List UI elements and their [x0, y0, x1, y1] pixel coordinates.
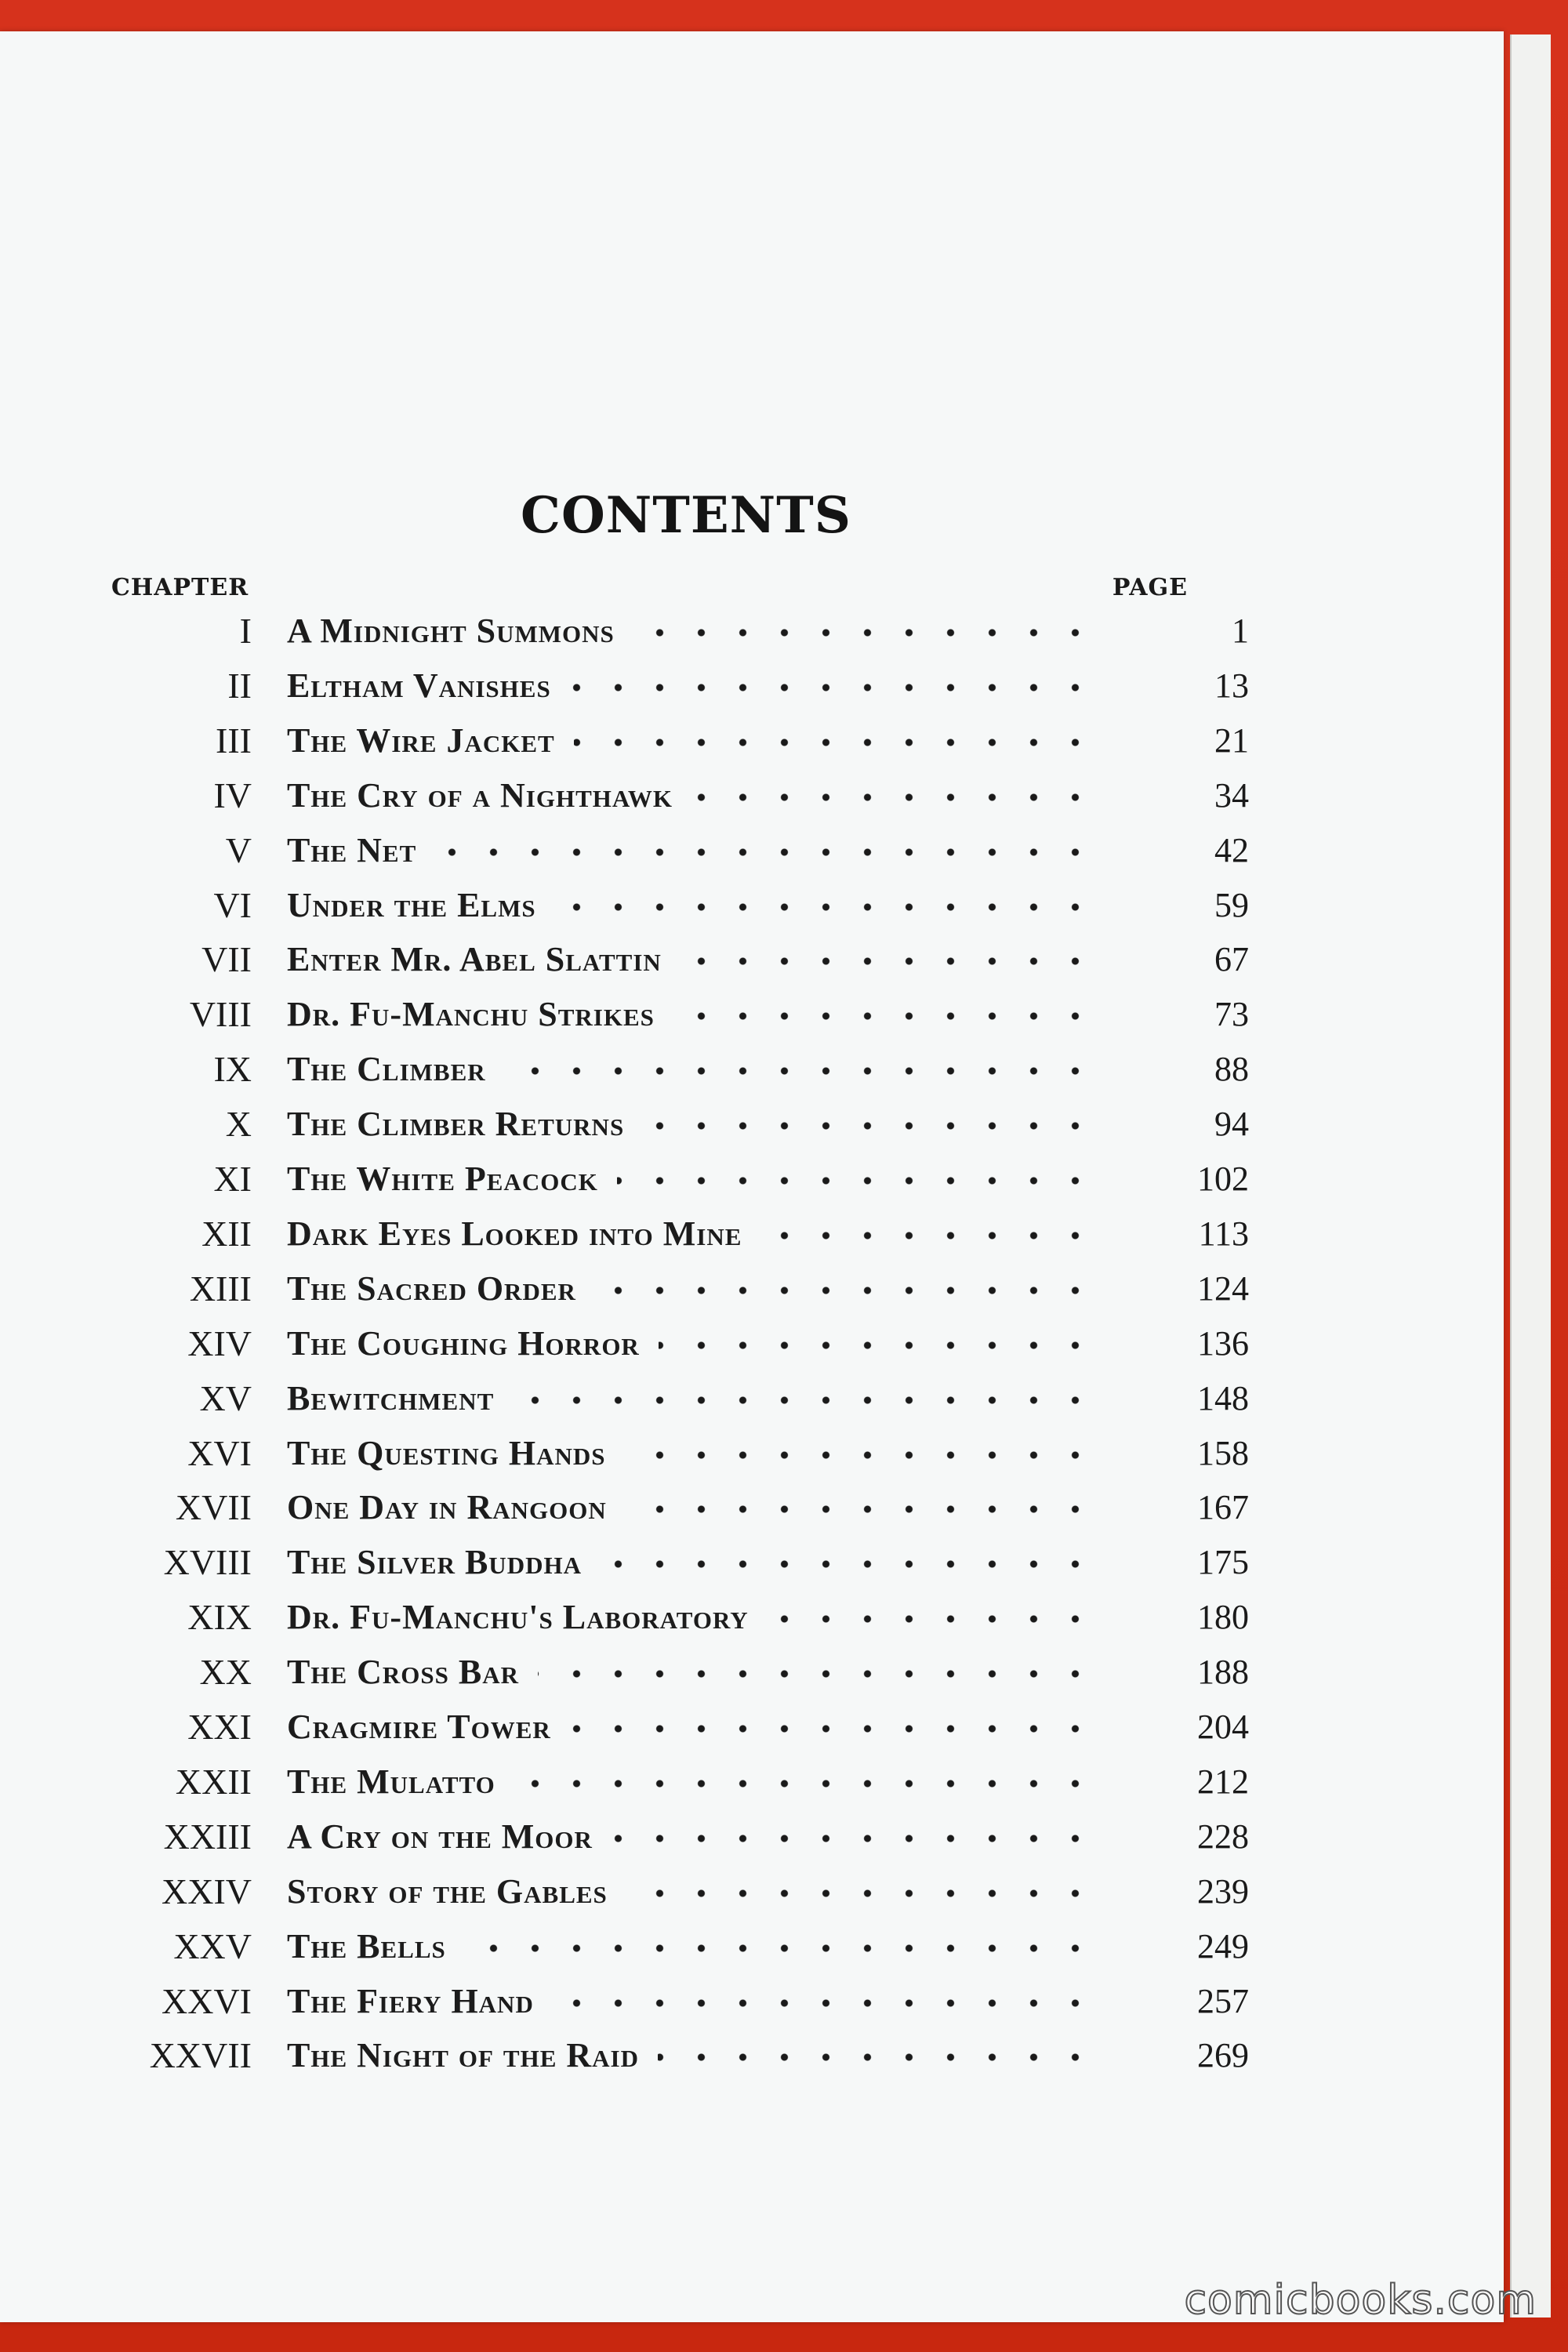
toc-entry [0, 1046, 1504, 1101]
chapter-number: XXII [175, 1761, 252, 1802]
page-number: 73 [1214, 995, 1249, 1034]
chapter-title: The Climber Returns [287, 1105, 625, 1144]
dot-leader [626, 1886, 1096, 1901]
toc-entry [0, 1156, 1504, 1210]
dot-leader [768, 1611, 1096, 1627]
toc-entry [0, 1101, 1504, 1156]
page-number: 102 [1197, 1160, 1249, 1198]
chapter-title: A Midnight Summons [287, 612, 615, 650]
toc-entry [0, 1704, 1504, 1759]
chapter-title: The Mulatto [287, 1762, 495, 1801]
page-edge [1510, 34, 1551, 2318]
toc-entry [0, 2032, 1504, 2087]
chapter-title: Eltham Vanishes [287, 666, 551, 705]
dot-leader [601, 1556, 1096, 1572]
page-number: 188 [1197, 1653, 1249, 1692]
page-number: 148 [1197, 1378, 1249, 1417]
page-number: 1 [1232, 612, 1249, 650]
chapter-title: The Wire Jacket [287, 720, 555, 760]
toc-entry [0, 1265, 1504, 1320]
toc-entry [0, 1813, 1504, 1868]
toc-entry [0, 991, 1504, 1046]
dot-leader [643, 1118, 1096, 1134]
chapter-number: XI [213, 1159, 252, 1199]
chapter-title: The Sacred Order [287, 1269, 576, 1308]
toc-entry [0, 1539, 1504, 1594]
toc-entry [0, 1484, 1504, 1539]
chapter-title: The Night of the Raid [287, 2036, 640, 2075]
dot-leader [612, 1831, 1096, 1846]
toc-entry [0, 1210, 1504, 1265]
page-number: 113 [1198, 1214, 1249, 1253]
page-number: 88 [1214, 1050, 1249, 1089]
chapter-number: XXV [173, 1926, 252, 1966]
chapter-title: Dark Eyes Looked into Mine [287, 1214, 742, 1253]
page-number: 13 [1214, 666, 1249, 705]
toc-entry [0, 1375, 1504, 1430]
chapter-title: The Cross Bar [287, 1653, 520, 1692]
chapter-number: XXVII [149, 2035, 252, 2076]
chapter-title: One Day in Rangoon [287, 1488, 607, 1527]
chapter-number: IX [213, 1049, 252, 1090]
chapter-title: The Fiery Hand [287, 1981, 534, 2020]
chapter-title: Dr. Fu-Manchu Strikes [287, 995, 655, 1034]
page-number: 67 [1214, 940, 1249, 979]
dot-leader [435, 844, 1096, 860]
dot-leader [505, 1063, 1096, 1079]
chapter-number: XVII [175, 1487, 252, 1528]
chapter-number: XXIII [163, 1816, 252, 1857]
page-number: 158 [1197, 1433, 1249, 1472]
toc-entry [0, 827, 1504, 882]
dot-leader [760, 1228, 1096, 1243]
dot-leader [691, 789, 1096, 805]
dot-leader [465, 1940, 1096, 1956]
page-number: 239 [1197, 1871, 1249, 1911]
chapter-title: The Climber [287, 1050, 486, 1089]
dot-leader [595, 1283, 1096, 1298]
chapter-number: XXIV [162, 1871, 252, 1911]
chapter-title: Bewitchment [287, 1378, 495, 1417]
chapter-title: A Cry on the Moor [287, 1817, 593, 1856]
chapter-number: VIII [189, 994, 252, 1035]
page-title: CONTENTS [521, 486, 851, 545]
page-number: 21 [1214, 720, 1249, 760]
chapter-number: II [227, 665, 252, 706]
page-number: 59 [1214, 885, 1249, 924]
toc-entry [0, 1320, 1504, 1375]
dot-leader [617, 1173, 1096, 1189]
chapter-title: Enter Mr. Abel Slattin [287, 940, 662, 979]
page-number: 249 [1197, 1926, 1249, 1965]
dot-leader [553, 1995, 1096, 2011]
toc-entry [0, 882, 1504, 937]
dot-leader [658, 2049, 1096, 2065]
chapter-number: V [225, 829, 252, 870]
toc-entry [0, 1430, 1504, 1485]
page-number: 34 [1214, 775, 1249, 815]
page-number: 124 [1197, 1269, 1249, 1308]
chapter-title: The Silver Buddha [287, 1543, 582, 1582]
dot-leader [625, 1447, 1096, 1463]
chapter-title: The Net [287, 830, 417, 869]
dot-leader [570, 1721, 1096, 1737]
toc-entry [0, 1868, 1504, 1923]
dot-leader [514, 1776, 1096, 1791]
toc-entry [0, 608, 1504, 662]
watermark: comicbooks.com [1184, 2277, 1537, 2324]
page-number: 204 [1197, 1708, 1249, 1746]
chapter-title: Dr. Fu-Manchu's Laboratory [287, 1598, 749, 1637]
chapter-title: The Questing Hands [287, 1433, 606, 1472]
dot-leader [626, 1501, 1096, 1517]
dot-leader [673, 1008, 1096, 1024]
chapter-number: XII [201, 1213, 252, 1254]
chapter-column-header: CHAPTER [111, 574, 249, 601]
chapter-number: XXVI [162, 1980, 252, 2021]
dot-leader [555, 899, 1096, 915]
page-column-header: PAGE [1112, 574, 1188, 601]
chapter-number: VII [201, 939, 252, 980]
toc-entry [0, 1923, 1504, 1978]
chapter-number: III [216, 720, 252, 760]
chapter-number: VI [213, 884, 252, 925]
toc-entry [0, 1759, 1504, 1813]
page-number: 180 [1197, 1598, 1249, 1637]
dot-leader [659, 1338, 1096, 1353]
chapter-number: X [225, 1104, 252, 1145]
page-number: 136 [1197, 1323, 1249, 1363]
dot-leader [513, 1392, 1096, 1408]
chapter-number: XIII [189, 1268, 252, 1308]
toc-entry [0, 1649, 1504, 1704]
chapter-title: Cragmire Tower [287, 1708, 551, 1746]
chapter-title: Under the Elms [287, 885, 536, 924]
toc-entry [0, 662, 1504, 717]
page-number: 212 [1197, 1762, 1249, 1801]
toc-entry [0, 772, 1504, 827]
chapter-title: The Bells [287, 1926, 446, 1965]
chapter-number: XV [199, 1377, 252, 1418]
chapter-title: The Coughing Horror [287, 1323, 640, 1363]
page-number: 42 [1214, 830, 1249, 869]
toc-entry [0, 1594, 1504, 1649]
toc-entry [0, 717, 1504, 772]
dot-leader [574, 735, 1096, 750]
chapter-number: I [239, 611, 252, 651]
dot-leader [681, 953, 1096, 969]
chapter-title: Story of the Gables [287, 1871, 608, 1911]
chapter-number: XIX [187, 1597, 252, 1638]
page-number: 167 [1197, 1488, 1249, 1527]
page-number: 94 [1214, 1105, 1249, 1144]
toc-entry [0, 936, 1504, 991]
chapter-number: XVI [187, 1432, 252, 1473]
page-number: 175 [1197, 1543, 1249, 1582]
dot-leader [570, 680, 1096, 695]
dot-leader [633, 625, 1096, 641]
book-page [0, 31, 1504, 2322]
chapter-number: IV [213, 775, 252, 815]
chapter-number: XVIII [163, 1542, 252, 1583]
chapter-number: XXI [187, 1707, 252, 1747]
chapter-title: The Cry of a Nighthawk [287, 775, 673, 815]
page-number: 257 [1197, 1981, 1249, 2020]
page-number: 228 [1197, 1817, 1249, 1856]
chapter-number: XIV [187, 1323, 252, 1363]
toc-entry [0, 1978, 1504, 2033]
chapter-title: The White Peacock [287, 1160, 598, 1198]
page-number: 269 [1197, 2036, 1249, 2075]
chapter-number: XX [199, 1652, 252, 1693]
dot-leader [538, 1666, 1096, 1682]
